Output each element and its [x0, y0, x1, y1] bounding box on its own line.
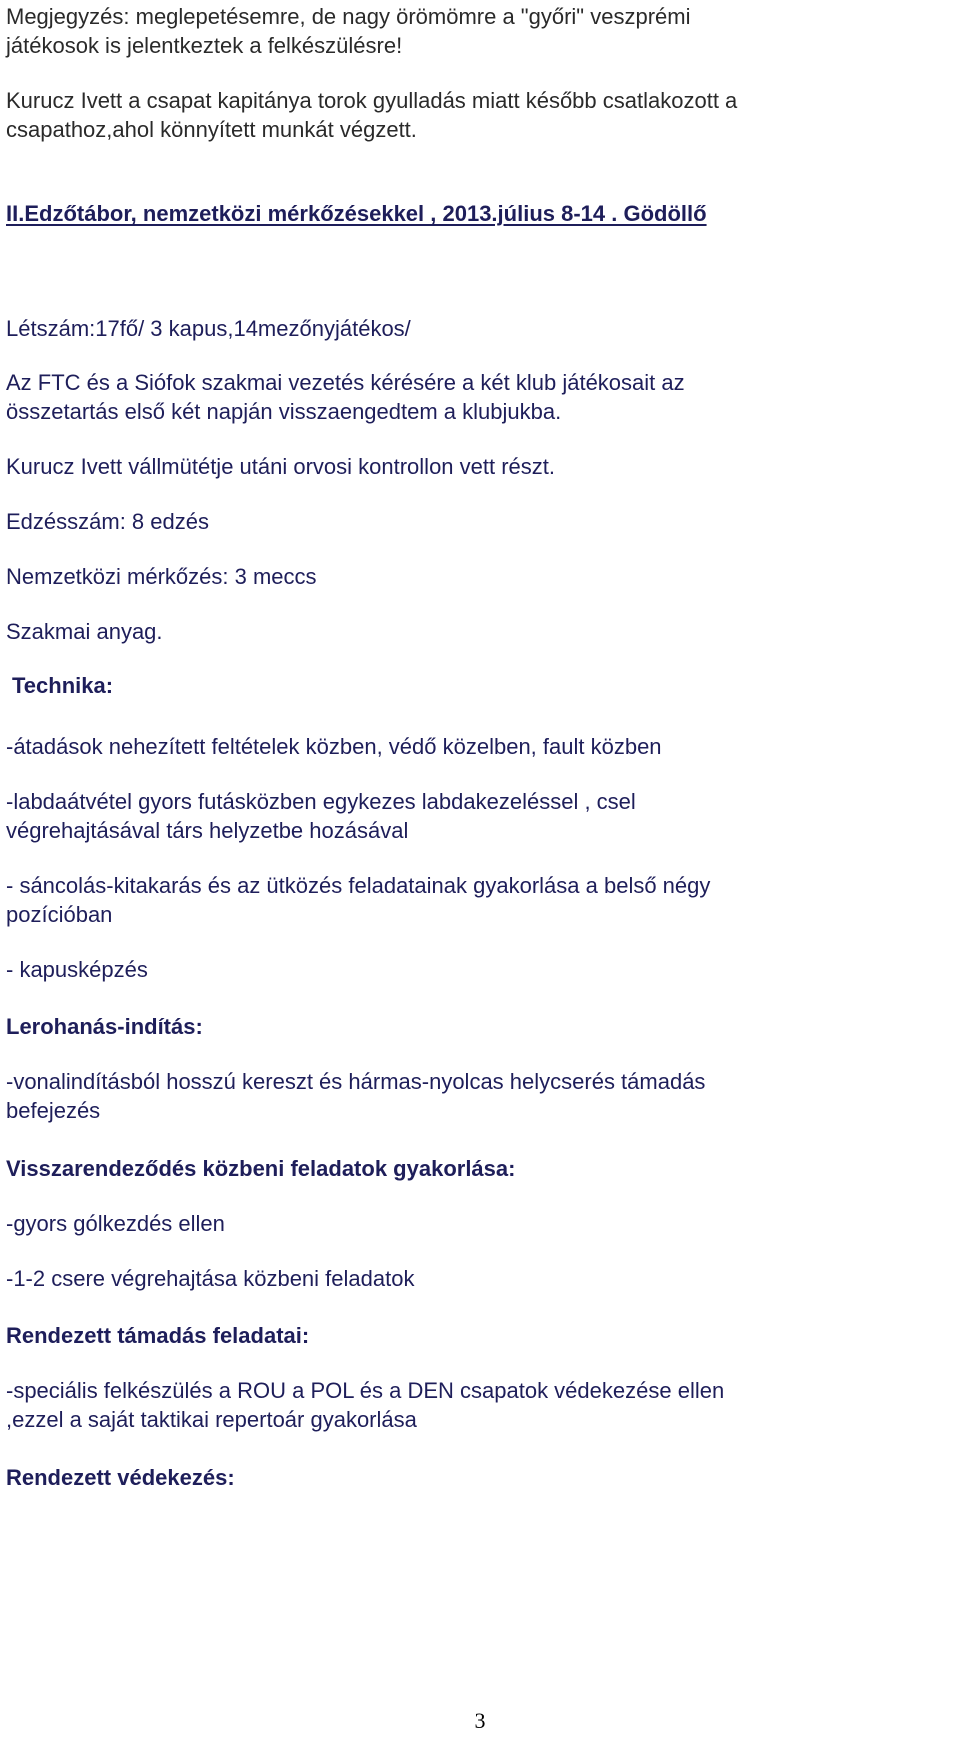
technika-item-2-line-2: végrehajtásával társ helyzetbe hozásával [6, 818, 409, 843]
page-number: 3 [474, 1708, 486, 1733]
technika-item-1: -átadások nehezített feltételek közben, védő közelben, fault közben [6, 734, 662, 759]
visszarendezodes-item-2: -1-2 csere végrehajtása közbeni feladatok [6, 1266, 415, 1291]
intro-line-3: Kurucz Ivett a csapat kapitánya torok gyulladás miatt később csatlakozott a [6, 88, 738, 113]
technika-item-2-line-1: -labdaátvétel gyors futásközben egykezes labdakezeléssel , csel [6, 789, 636, 814]
intro-line-2: játékosok is jelentkeztek a felkészülésre! [6, 33, 403, 58]
camp-heading: II.Edzőtábor, nemzetközi mérkőzésekkel , 2013.július 8-14 . Gödöllő [6, 201, 707, 226]
merkozes-line: Nemzetközi mérkőzés: 3 meccs [6, 564, 317, 589]
ftc-line-1: Az FTC és a Siófok szakmai vezetés kérésére a két klub játékosait az [6, 370, 685, 395]
visszarendezodes-heading: Visszarendeződés közbeni feladatok gyakorlása: [6, 1156, 516, 1181]
rendezett-tamadas-heading: Rendezett támadás feladatai: [6, 1323, 310, 1348]
rendezett-vedekezes-heading: Rendezett védekezés: [6, 1465, 235, 1490]
technika-item-4: - kapusképzés [6, 957, 148, 982]
szakmai-anyag-line: Szakmai anyag. [6, 619, 163, 644]
visszarendezodes-item-1: -gyors gólkezdés ellen [6, 1211, 225, 1236]
lerohanas-item-1-line-2: befejezés [6, 1098, 101, 1123]
edzesszam-line: Edzésszám: 8 edzés [6, 509, 209, 534]
lerohanas-item-1-line-1: -vonalindításból hosszú kereszt és hármas-nyolcas helycserés támadás [6, 1069, 706, 1094]
lerohanas-heading: Lerohanás-indítás: [6, 1014, 203, 1039]
kurucz-line: Kurucz Ivett vállmütétje utáni orvosi kontrollon vett részt. [6, 454, 556, 479]
technika-heading: Technika: [12, 673, 114, 698]
intro-line-4: csapathoz,ahol könnyített munkát végzett. [6, 117, 417, 142]
technika-item-3-line-2: pozícióban [6, 902, 113, 927]
rendezett-tamadas-item-1-line-2: ,ezzel a saját taktikai repertoár gyakorlása [6, 1407, 417, 1432]
ftc-line-2: összetartás első két napján visszaengedtem a klubjukba. [6, 399, 562, 424]
letszam-line: Létszám:17fő/ 3 kapus,14mezőnyjátékos/ [6, 316, 411, 341]
rendezett-tamadas-item-1-line-1: -speciális felkészülés a ROU a POL és a DEN csapatok védekezése ellen [6, 1378, 725, 1403]
technika-item-3-line-1: - sáncolás-kitakarás és az ütközés feladatainak gyakorlása a belső négy [6, 873, 711, 898]
intro-line-1: Megjegyzés: meglepetésemre, de nagy örömömre a "győri" veszprémi [6, 4, 691, 29]
